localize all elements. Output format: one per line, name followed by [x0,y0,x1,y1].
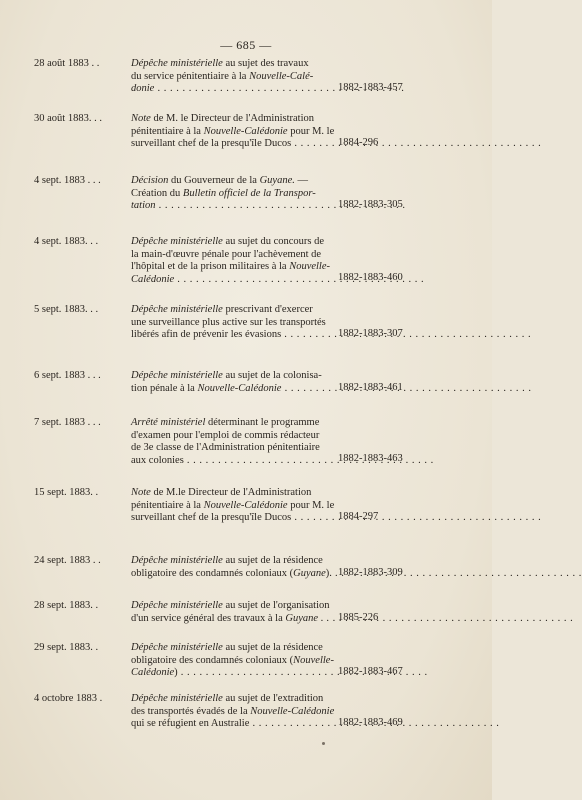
italic-text: Dépêche ministérielle [131,555,223,566]
italic-text: Nouvelle-Calédonie [250,705,335,717]
description-line [131,499,335,513]
description-line [131,249,331,262]
entry-description [131,113,335,151]
entry-description [131,236,331,286]
entry-date: 4 octobre 1883 . [34,693,103,704]
entry-date: 24 sept. 1883 . . [34,555,101,566]
list-item [0,370,492,422]
italic-text: Dépêche ministérielle [131,370,223,381]
description-line [131,568,331,581]
text: au sujet des travaux [222,58,309,69]
entry-date: 30 août 1883. . . [34,113,102,124]
entry-reference: 1882-1883-467 [338,666,403,677]
italic-text: Nouvelle- [293,654,334,666]
text: obligatoire des condamnés coloniaux ( [131,567,294,579]
italic-text: Dépêche ministérielle [131,236,223,247]
entry-description [131,58,331,96]
text: aux colonies [131,454,184,466]
description-line [131,236,331,249]
entry-description [131,555,331,580]
italic-text: Guyane [285,612,319,624]
entry-reference: 1882-1883-463 [338,453,403,464]
list-item [0,693,492,745]
text: . [318,612,324,624]
italic-text: Note [131,487,151,498]
description-line [131,304,331,317]
entry-date: 7 sept. 1883 . . . [34,417,101,428]
description-line [131,455,331,468]
entry-description [131,487,335,525]
description-line [131,329,331,342]
entry-reference: 1882-1883-460 [338,272,403,283]
description-line [131,512,331,525]
text: de M. le Directeur de l'Administration [150,113,314,124]
italic-text: Nouvelle-Calédonie [203,499,288,511]
list-item [0,113,492,165]
entry-reference: 1882-1883-307 [338,328,403,339]
entry-date: 6 sept. 1883 . . . [34,370,101,381]
entry-description [131,304,331,342]
text: prescrivant d'exercer [222,304,313,315]
entry-description [131,417,331,467]
description-line [131,125,335,139]
entry-date: 5 sept. 1883. . . [34,304,99,315]
entry-description [131,370,331,395]
italic-text: Calédonie [131,273,175,285]
description-line [131,58,331,71]
text: d'examen pour l'emploi de commis rédacteur [131,429,320,441]
italic-text: Note [131,113,151,124]
text: au sujet du concours de [222,236,325,247]
text: libérés afin de prévenir les évasions [131,329,282,340]
text: la main-d'œuvre pénale pour l'achèvement de [131,248,322,260]
list-item [0,58,492,110]
list-item [0,175,492,227]
italic-text: Dépêche ministérielle [131,58,223,69]
text: au sujet de la résidence [222,555,323,566]
description-line [131,113,331,126]
ink-speck [322,742,325,745]
entry-date: 28 sept. 1883. . [34,600,99,611]
description-line [131,83,331,96]
italic-text: Calédonie [131,667,175,678]
description-line [131,417,331,430]
description-line [131,667,331,680]
text: pénitentiaire à la [131,125,204,137]
text: du service pénitentiaire à la [131,70,250,82]
description-line [131,71,331,84]
text: déterminant le programme [205,417,320,428]
text: une surveillance plus active sur les transportés [131,316,326,328]
description-line [131,383,331,396]
entry-reference: 1882-1883-309 [338,567,403,578]
italic-text: Arrêté ministériel [131,417,206,428]
list-item [0,642,492,694]
description-line [131,487,331,500]
italic-text: Nouvelle-Calédonie [203,125,288,137]
description-line [131,430,331,443]
description-line [131,600,331,613]
italic-text: Dépêche ministérielle [131,304,223,315]
text: qui se réfugient en Australie [131,718,250,729]
text: ) [174,667,178,678]
italic-text: Dépêche ministérielle [131,642,223,653]
text: au sujet de la colonisa- [222,370,322,381]
description-line [131,188,331,201]
text: Création du [131,187,183,199]
description-line [131,555,331,568]
text: des transportés évadés de la [131,705,251,717]
description-line [131,200,331,213]
entry-date: 15 sept. 1883. . [34,487,99,498]
text: pour M. le [287,125,335,137]
italic-text: donie [131,83,155,94]
entry-description [131,693,335,731]
italic-text: Bulletin officiel de la Transpor- [182,187,316,199]
text: au sujet de l'organisation [222,600,330,611]
text: ). [325,567,332,579]
list-item [0,304,492,356]
list-item [0,417,492,469]
text: au sujet de l'extradition [222,693,324,704]
text: tion pénale à la [131,382,198,394]
italic-text: Dépêche ministérielle [131,693,223,704]
description-line [131,613,331,626]
text: l'hôpital et de la prison militaires à la [131,261,290,272]
italic-text: Guyane. [259,175,295,186]
description-line [131,175,331,188]
entry-reference: 1882-1883-461 [338,382,403,393]
entry-description [131,600,331,625]
page-number: — 685 — [220,38,272,52]
description-line [131,370,331,383]
text: pour M. le [287,499,335,511]
text: du Gouverneur de la [168,175,260,186]
entry-reference: 1882-1883-305 [338,199,403,210]
italic-text: Dépêche ministérielle [131,600,223,611]
text: — [294,175,308,186]
description-line [131,261,331,274]
text: obligatoire des condamnés coloniaux ( [131,654,294,666]
list-item [0,236,492,288]
italic-text: tation [131,200,156,211]
italic-text: Décision [131,175,169,186]
description-line [131,274,331,287]
description-line [131,718,331,731]
entry-date: 4 sept. 1883 . . . [34,175,101,186]
entry-reference: 1885-226 [338,612,379,623]
text: surveillant chef de la presqu'île Ducos [131,138,292,149]
description-line [131,693,331,706]
italic-text: Nouvelle-Calé- [249,70,314,82]
description-line [131,317,331,330]
text: au sujet de la résidence [222,642,323,653]
entry-date: 28 août 1883 . . [34,58,100,69]
text: pénitentiaire à la [131,499,204,511]
description-line [131,138,331,151]
description-line [131,654,334,668]
text: de M.le Directeur de l'Administration [150,487,312,498]
entry-reference: 1884-296 [338,137,379,148]
description-line [131,705,335,719]
text: surveillant chef de la presqu'île Ducos [131,512,292,523]
italic-text: Nouvelle-Calédonie [197,382,282,394]
text: de 3e classe de l'Administration pénitentiaire [131,442,320,453]
entry-date: 29 sept. 1883. . [34,642,99,653]
entry-date: 4 sept. 1883. . . [34,236,99,247]
list-item [0,487,492,539]
entry-description [131,642,334,680]
description-line [131,642,331,655]
entry-description [131,175,331,213]
description-line [131,442,331,455]
italic-text: Guyane [293,567,326,579]
italic-text: Nouvelle- [289,261,331,272]
entry-reference: 1882-1883-457 [338,82,403,93]
entry-reference: 1884-297 [338,511,379,522]
entry-reference: 1882-1883-469 [338,717,403,728]
text: d'un service général des travaux à la [131,612,286,624]
